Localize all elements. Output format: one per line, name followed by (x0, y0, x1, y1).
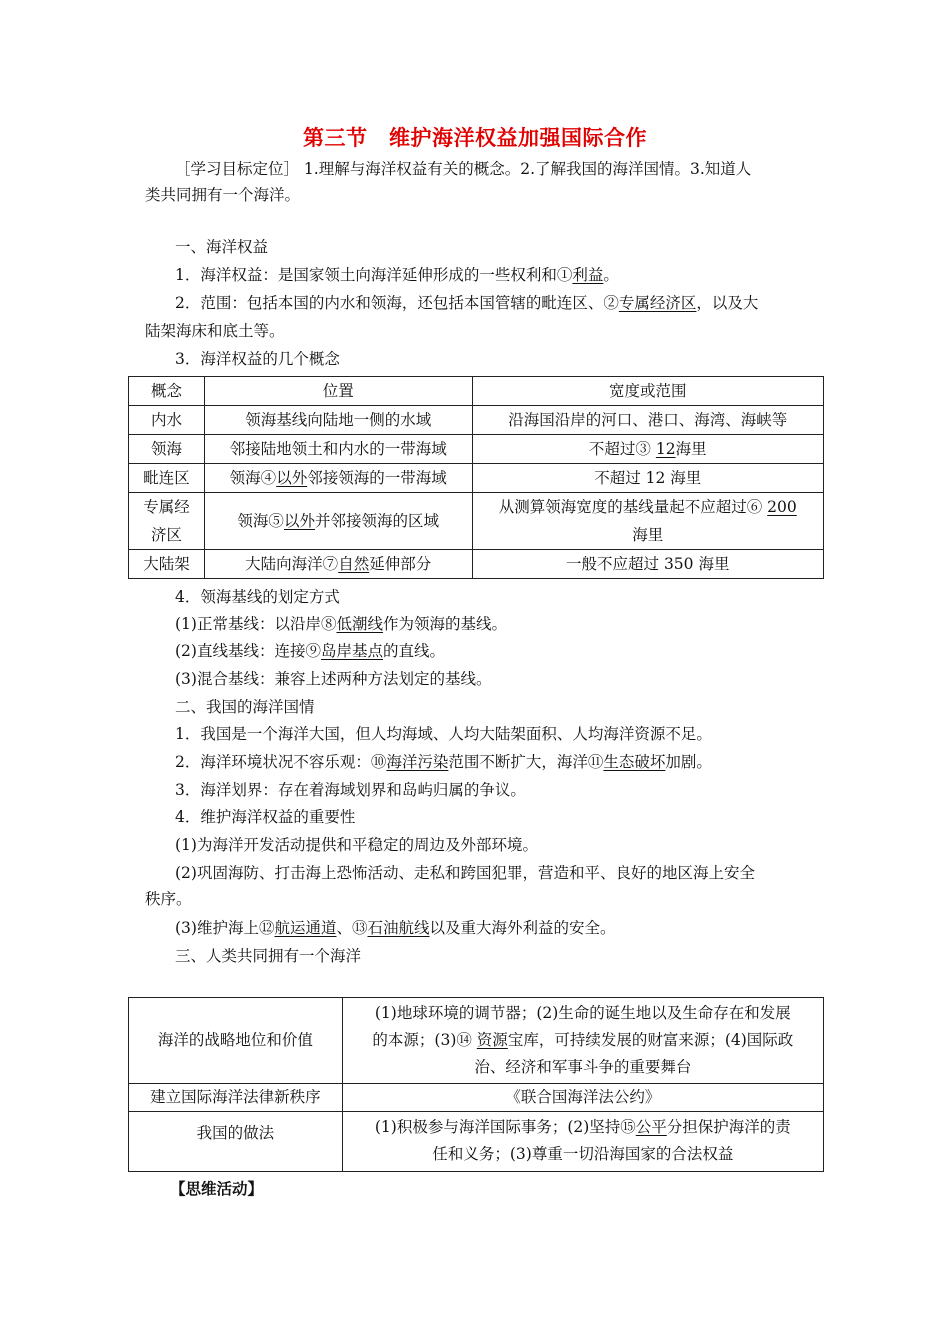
thinking-activity-heading: 【思维活动】 (170, 1179, 264, 1198)
answer-8: 低潮线 (336, 615, 383, 633)
answer-12: 航运通道 (274, 919, 337, 937)
table-row (129, 1112, 824, 1172)
section2-p3: 3．海洋划界：存在着海域划界和岛屿归属的争议。 (175, 781, 526, 799)
position-cell (204, 493, 472, 550)
position-cell (204, 550, 472, 579)
section2-p1: 1．我国是一个海洋大国，但人均海域、人均大陆架面积、人均海洋资源不足。 (175, 725, 712, 743)
text: 海里 (632, 526, 664, 544)
row-value (342, 998, 823, 1084)
text: 邻接领海的一带海域 (307, 469, 447, 487)
header-cell: 概念 (129, 377, 205, 406)
text: 。 (603, 266, 619, 284)
text: 作为领海的基线。 (382, 615, 507, 633)
answer-10: 海洋污染 (386, 753, 449, 771)
answer-6: 200 (767, 498, 797, 516)
text: 任和义务；(3)尊重一切沿海国家的合法权益 (432, 1145, 734, 1163)
section2-heading: 二、我国的海洋国情 (175, 698, 315, 716)
text: 范围不断扩大，海洋⑪ (448, 753, 604, 771)
text: 并邻接领海的区域 (314, 512, 439, 530)
text: 1．海洋权益：是国家领土向海洋延伸形成的一些权利和① (175, 266, 573, 284)
text: 2．海洋环境状况不容乐观：⑩ (175, 753, 387, 771)
text: 2．范围：包括本国的内水和领海，还包括本国管辖的毗连区、② (175, 294, 619, 312)
text: (1)地球环境的调节器；(2)生命的诞生地以及生命存在和发展 (374, 1004, 791, 1022)
text: 不超过③ (588, 440, 656, 458)
section2-p4b-line2: 秩序。 (145, 890, 192, 908)
text: (1)正常基线：以沿岸⑧ (175, 615, 337, 633)
concepts-table (128, 376, 824, 579)
table-header-row (129, 377, 824, 406)
text: 大陆向海洋⑦ (245, 555, 339, 573)
ocean-summary-table (128, 997, 824, 1172)
table-row (129, 998, 824, 1084)
table-row (129, 464, 824, 493)
concept-cell: 大陆架 (129, 550, 205, 579)
section2-p2 (175, 751, 815, 773)
section1-p4a (175, 613, 815, 635)
range-cell: 沿海国沿岸的河口、港口、海湾、海峡等 (472, 406, 824, 435)
section1-heading: 一、海洋权益 (175, 238, 269, 256)
table-row (129, 1084, 824, 1112)
objectives-line-2: 类共同拥有一个海洋。 (145, 186, 301, 204)
answer-13: 石油航线 (367, 919, 430, 937)
position-cell (204, 464, 472, 493)
section2-p4b-line1: (2)巩固海防、打击海上恐怖活动、走私和跨国犯罪，营造和平、良好的地区海上安全 (175, 864, 755, 882)
text: 从测算领海宽度的基线量起不应超过⑥ (498, 498, 768, 516)
position-cell: 领海基线向陆地一侧的水域 (204, 406, 472, 435)
answer-14: 资源 (476, 1031, 508, 1049)
section1-p3: 3．海洋权益的几个概念 (175, 350, 340, 368)
concept-cell: 领海 (129, 435, 205, 464)
table-row (129, 550, 824, 579)
section1-p4: 4．领海基线的划定方式 (175, 588, 340, 606)
table-row (129, 493, 824, 550)
answer-7: 自然 (338, 555, 370, 573)
text: 的直线。 (382, 642, 445, 660)
text: 的本源；(3)⑭ (372, 1031, 477, 1049)
text: 延伸部分 (369, 555, 432, 573)
text: 加剧。 (665, 753, 712, 771)
text: ，以及大 (696, 294, 759, 312)
section3-heading: 三、人类共同拥有一个海洋 (175, 947, 362, 965)
text: 、⑬ (336, 919, 368, 937)
section1-p2-line2: 陆架海床和底土等。 (145, 322, 285, 340)
table-row (129, 435, 824, 464)
text: (3)维护海上⑫ (175, 919, 275, 937)
section2-p4a: (1)为海洋开发活动提供和平稳定的周边及外部环境。 (175, 836, 538, 854)
section1-p2 (175, 292, 815, 314)
range-cell (472, 435, 824, 464)
page-title: 第三节 维护海洋权益加强国际合作 (303, 126, 647, 150)
row-value: 《联合国海洋法公约》 (342, 1084, 823, 1112)
row-label: 我国的做法 (129, 1112, 343, 1172)
answer-5: 以外 (283, 512, 315, 530)
answer-11: 生态破坏 (603, 753, 666, 771)
text: 治、经济和军事斗争的重要舞台 (474, 1058, 692, 1076)
text: 海里 (675, 440, 707, 458)
text: (1)积极参与海洋国际事务；(2)坚持⑮ (374, 1118, 636, 1136)
section1-p4b (175, 640, 815, 662)
objectives-line-1: ［学习目标定位］ 1.理解与海洋权益有关的概念。2.了解我国的海洋国情。3.知道人 (175, 160, 752, 178)
text: 济区 (150, 526, 182, 544)
answer-15: 公平 (635, 1118, 667, 1136)
row-label: 建立国际海洋法律新秩序 (129, 1084, 343, 1112)
text: 领海⑤ (237, 512, 284, 530)
table-row (129, 406, 824, 435)
text: 宝库，可持续发展的财富来源；(4)国际政 (507, 1031, 794, 1049)
text: 领海④ (229, 469, 277, 487)
answer-1: 利益 (572, 266, 604, 284)
text: 以及重大海外利益的安全。 (429, 919, 616, 937)
range-cell: 不超过 12 海里 (472, 464, 824, 493)
concept-cell: 内水 (129, 406, 205, 435)
answer-4: 以外 (276, 469, 308, 487)
position-cell: 邻接陆地领土和内水的一带海域 (204, 435, 472, 464)
text: (2)直线基线：连接⑨ (175, 642, 321, 660)
range-cell: 一般不应超过 350 海里 (472, 550, 824, 579)
range-cell (472, 493, 824, 550)
answer-2: 专属经济区 (618, 294, 697, 312)
text: 专属经 (143, 498, 190, 516)
section2-p4c (175, 917, 815, 939)
text: 分担保护海洋的责 (666, 1118, 791, 1136)
section1-p1 (175, 264, 815, 286)
row-label: 海洋的战略地位和价值 (129, 998, 343, 1084)
concept-cell: 毗连区 (129, 464, 205, 493)
answer-3: 12 (655, 440, 676, 458)
concept-cell (129, 493, 205, 550)
section1-p4c: (3)混合基线：兼容上述两种方法划定的基线。 (175, 670, 492, 688)
header-cell: 位置 (204, 377, 472, 406)
header-cell: 宽度或范围 (472, 377, 824, 406)
row-value (342, 1112, 823, 1172)
answer-9: 岛岸基点 (320, 642, 383, 660)
section2-p4: 4．维护海洋权益的重要性 (175, 808, 356, 826)
